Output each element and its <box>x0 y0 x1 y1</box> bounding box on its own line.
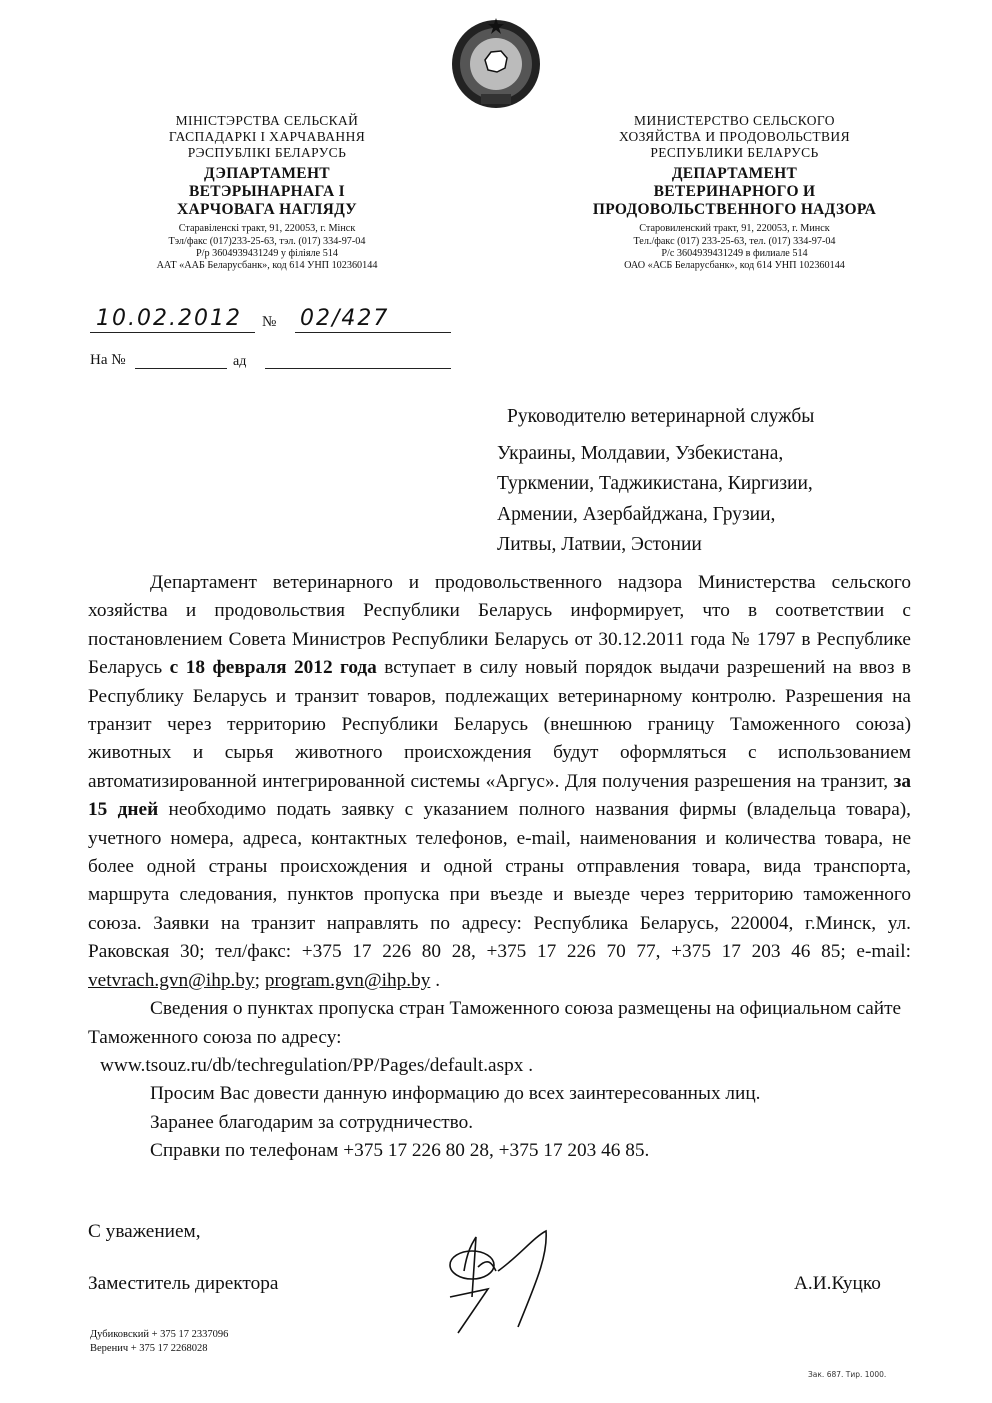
signature-image <box>438 1227 578 1335</box>
letter-body <box>88 569 911 1166</box>
paragraph-request: Просим Вас довести данную информацию до всех заинтересованных лиц. <box>150 1083 761 1105</box>
effective-date: с 18 февраля 2012 года <box>169 657 377 679</box>
print-info: Зак. 687. Тир. 1000. <box>808 1370 887 1379</box>
department-name-by: ДЭПАРТАМЕНТ ВЕТЭРЫНАРНАГА І ХАРЧОВАГА НАГЛЯДУ <box>177 164 357 219</box>
paragraph-thanks: Заранее благодарим за сотрудничество. <box>150 1111 474 1133</box>
email-link-2[interactable]: program.gvn@ihp.by <box>264 969 431 991</box>
email-link-1[interactable]: vetvrach.gvn@ihp.by <box>88 969 255 991</box>
paragraph-checkpoints: Сведения о пунктах пропуска стран Таможенного союза размещены на официальном сайте Таможенного союза по адресу: <box>88 998 902 1048</box>
reply-to-line <box>135 368 227 369</box>
addressee-title: Руководителю ветеринарной службы <box>507 406 815 427</box>
document-date: 10.02.2012 <box>96 306 242 331</box>
department-name-ru: ДЕПАРТАМЕНТ ВЕТЕРИНАРНОГО И ПРОДОВОЛЬСТВЕННОГО НАДЗОРА <box>592 164 877 219</box>
paragraph-main: Департамент ветеринарного и продовольственного надзора Министерства сельского хозяйства и продовольствия Республики Беларусь информирует, что в соответствии с постановлением Совета Министров Республики Беларусь от 30.12.2011 года № 1797 в Республике Беларусь с 18 февраля 2012 года вступает в силу новый порядок выдачи разрешений на ввоз в Республику Беларусь и транзит товаров, подлежащих ветеринарному контролю. Разрешения на транзит через территорию Республики Беларусь (внешнюю границу Таможенного союза) животных и сырья животного происхождения будут оформляться с использованием автоматизированной интегрированной системы «Аргус». Для получения разрешения на транзит, за 15 дней необходимо подать заявку с указанием полного названия фирмы (владельца товара), учетного номера, адреса, контактных телефонов, e-mail, наименования и количества товара, не более одной страны происхождения и одной страны отправления товара, вида транспорта, маршрута следования, пунктов пропуска при въезде и выезде через территорию таможенного союза. Заявки на транзит направлять по адресу: Республика Беларусь, 220004, г.Минск, ул. Раковская 30; тел/факс: +375 17 226 80 28, +375 17 226 70 77, +375 17 203 46 85; e-mail: vetvrach.gvn@ihp.by; program.gvn@ihp.by . <box>88 572 912 991</box>
deadline: за 15 дней <box>88 770 911 821</box>
date-underline <box>90 332 255 333</box>
contact-persons <box>90 1328 228 1355</box>
state-emblem-icon <box>443 8 549 112</box>
paragraph-phones: Справки по телефонам +375 17 226 80 28, +375 17 203 46 85. <box>150 1140 650 1162</box>
contact-line: Веренич + 375 17 2268028 <box>90 1342 208 1354</box>
website-url[interactable]: www.tsouz.ru/db/techregulation/PP/Pages/default.aspx . <box>100 1054 534 1076</box>
reply-to-label: На № <box>90 352 126 368</box>
from-line <box>265 368 451 369</box>
address-block-by: Старавіленскі тракт, 91, 220053, г. Мінск Тэл/факс (017)233-25-63, тэл. (017) 334-97-04 Р/р 3604939431249 у філіяле 514 ААТ «ААБ Беларусбанк», код 614 УНП 102360144 <box>156 223 378 272</box>
addressee-block <box>497 402 814 560</box>
addressee-line: Туркмении, Таджикистана, Киргизии, <box>497 473 813 495</box>
document-number: 02/427 <box>300 306 390 331</box>
addressee-line: Литвы, Латвии, Эстонии <box>497 533 702 555</box>
from-label: ад <box>233 354 247 369</box>
signer-position: Заместитель директора <box>88 1273 279 1294</box>
addressee-line: Армении, Азербайджана, Грузии, <box>497 503 776 525</box>
number-underline <box>295 332 451 333</box>
header-right <box>562 113 907 272</box>
ministry-name-by: МІНІСТЭРСТВА СЕЛЬСКАЙ ГАСПАДАРКІ І ХАРЧАВАННЯ РЭСПУБЛІКІ БЕЛАРУСЬ <box>168 113 366 161</box>
ministry-name-ru: МИНИСТЕРСТВО СЕЛЬСКОГО ХОЗЯЙСТВА И ПРОДОВОЛЬСТВИЯ РЕСПУБЛИКИ БЕЛАРУСЬ <box>619 113 850 161</box>
number-sign: № <box>262 314 277 330</box>
regards: С уважением, <box>88 1221 201 1242</box>
address-block-ru: Старовиленский тракт, 91, 220053, г. Минск Тел./факс (017) 233-25-63, тел. (017) 334-97-04 Р/с 3604939431249 в филиале 514 ОАО «АСБ Беларусбанк», код 614 УНП 102360144 <box>624 223 845 272</box>
contact-line: Дубиковский + 375 17 2337096 <box>90 1329 229 1340</box>
signer-name: А.И.Куцко <box>794 1273 881 1294</box>
header-left <box>97 113 437 272</box>
addressee-line: Украины, Молдавии, Узбекистана, <box>497 443 784 465</box>
